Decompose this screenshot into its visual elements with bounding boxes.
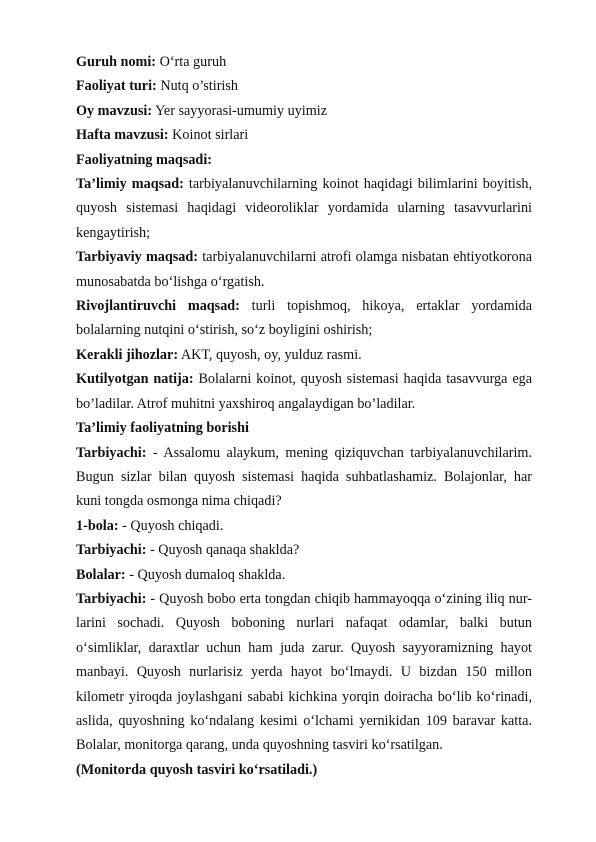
- educational-goal-label: Ta’limiy maqsad:: [76, 176, 184, 193]
- month-topic-value: Yer sayyorasi-umumiy uyimiz: [152, 102, 328, 119]
- goals-heading: Faoliyatning maqsadi:: [76, 151, 212, 168]
- educational-goal-text: tarbiyalanuvchilarning koinot haqidagi bilimlarini boyitish, quyosh sistemasi haqidagi videoroliklar yordamida ularning tasavvurlarini kengaytirish;: [76, 176, 532, 241]
- speaker-label: 1-bola:: [76, 517, 119, 534]
- dialogue-child-1: [76, 514, 532, 538]
- developmental-goal-label: Rivojlantiruvchi maqsad:: [76, 298, 240, 315]
- group-name-value: O‘rta guruh: [156, 54, 227, 70]
- week-topic-value: Koinot sirlari: [168, 127, 249, 144]
- upbringing-goal-label: Tarbiyaviy maqsad:: [76, 249, 198, 266]
- expected-result-label: Kutilyotgan natija:: [76, 371, 194, 388]
- expected-result-text: Bolalarni koinot, quyosh sistemasi haqida tasavvurga ega bo’ladilar. Atrof muhitni yaxshiroq angalaydigan bo’ladilar.: [76, 371, 533, 412]
- month-topic-label: Oy mavzusi:: [76, 102, 153, 119]
- upbringing-goal-paragraph: [76, 245, 532, 294]
- group-name-line: [76, 50, 532, 74]
- activity-course-heading: Ta’limiy faoliyatning borishi: [76, 420, 249, 437]
- dialogue-teacher-3: [76, 587, 532, 758]
- equipment-label: Kerakli jihozlar:: [76, 346, 179, 363]
- educational-goal-paragraph: [76, 172, 532, 245]
- speaker-label: Bolalar:: [76, 566, 126, 583]
- upbringing-goal-text: tarbiyalanuvchilarni atrofi olamga nisbatan ehtiyotkorona munosabatda bo‘lishga o‘rgatish.: [76, 249, 532, 290]
- speaker-label: Tarbiyachi:: [76, 444, 147, 461]
- activity-type-value: Nutq o’stirish: [156, 78, 238, 95]
- speech-text: - Quyosh bobo erta tongdan chiqib hammayoqqa o‘zining iliq nur-larini sochadi. Quyosh boboning nurlari nafaqat odamlar, balki butun o‘simliklar, daraxtlar uchun ham juda zarur. Quyosh sayyoramizning hayot manbayi. Quyosh nurlarisiz yerda hayot bo‘lmaydi. U bizdan 150 millon kilometr yiroqda joylashgani sababi kichkina yorqin doiracha bo‘lib ko‘rinadi, aslida, quyoshning ko‘ndalang kesimi o‘lchami yernikidan 109 baravar katta. Bolalar, monitorga qarang, unda quyoshning tasviri ko‘rsatilgan.: [76, 590, 532, 754]
- developmental-goal-paragraph: [76, 294, 532, 343]
- document-page: [76, 50, 532, 782]
- monitor-stage-note: (Monitorda quyosh tasviri ko‘rsatiladi.): [76, 761, 318, 778]
- speech-text: - Quyosh chiqadi.: [118, 517, 224, 534]
- group-name-label: Guruh nomi:: [76, 54, 157, 70]
- month-topic-line: [76, 99, 532, 123]
- speaker-label: Tarbiyachi:: [76, 542, 147, 559]
- dialogue-children-1: [76, 563, 532, 587]
- expected-result-paragraph: [76, 367, 532, 416]
- developmental-goal-text: turli topishmoq, hikoya, ertaklar yordamida bolalarning nutqini o‘stirish, so‘z boyligini oshirish;: [76, 298, 532, 339]
- speech-text: - Quyosh dumaloq shaklda.: [125, 566, 286, 583]
- week-topic-label: Hafta mavzusi:: [76, 127, 169, 144]
- speech-text: - Quyosh qanaqa shaklda?: [146, 542, 300, 559]
- equipment-line: [76, 343, 532, 367]
- equipment-value: AKT, quyosh, oy, yulduz rasmi.: [178, 346, 362, 363]
- week-topic-line: [76, 123, 532, 147]
- dialogue-teacher-1: [76, 441, 532, 514]
- speaker-label: Tarbiyachi:: [76, 590, 147, 607]
- dialogue-teacher-2: [76, 538, 532, 562]
- speech-text: - Assalomu alaykum, mening qiziquvchan tarbiyalanuvchilarim. Bugun sizlar bilan quyosh sistemasi haqida suhbatlashamiz. Bolajonlar, har kuni tongda osmonga nima chiqadi?: [76, 444, 532, 510]
- activity-type-line: [76, 74, 532, 98]
- activity-type-label: Faoliyat turi:: [76, 78, 157, 95]
